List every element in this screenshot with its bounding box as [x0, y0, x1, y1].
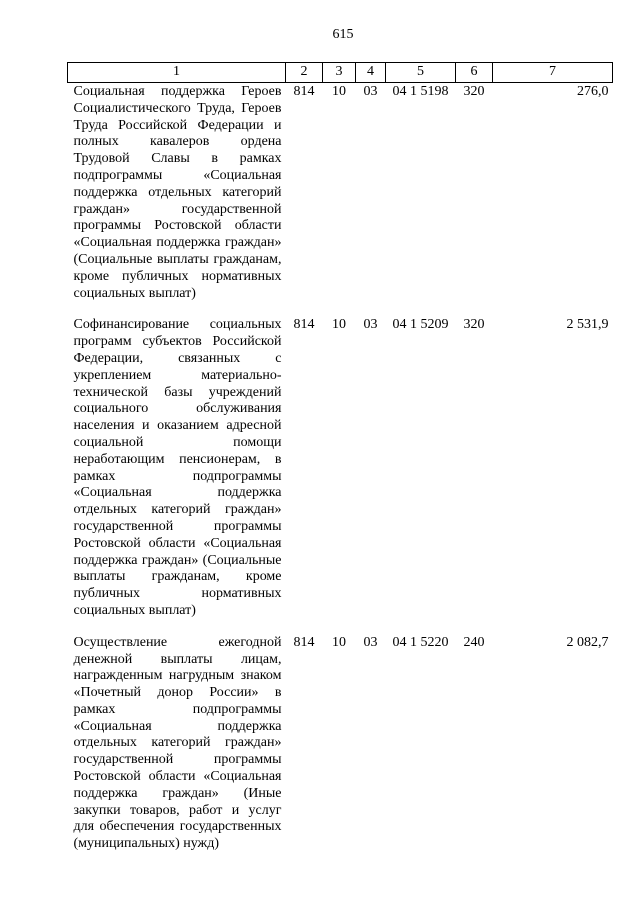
row-ministry-code: 814 — [293, 84, 315, 99]
row-target-code: 04 1 5220 — [392, 634, 449, 650]
row-target-code: 04 1 5198 — [392, 84, 449, 99]
row-ministry-code: 814 — [293, 317, 315, 333]
row-spacer — [68, 620, 613, 634]
table-row — [68, 634, 613, 853]
row-description: Софинансирование социальных программ субъектов Российской Федерации, связанных с укреплением материально-технической базы учреждений социального обслуживания населения и оказанием адресной социальной помощи неработающим пенсионерам, в рамках подпрограммы «Социальная поддержка отдельных категорий граждан» государственной программы Ростовской области «Социальная поддержка граждан» (Социальные выплаты гражданам, кроме публичных нормативных социальных выплат) — [73, 317, 282, 618]
header-col-2: 2 — [286, 63, 323, 83]
page-number: 615 — [332, 27, 354, 42]
row-subsection-code: 03 — [363, 84, 378, 99]
row-amount: 2 082,7 — [566, 634, 609, 650]
row-target-code: 04 1 5209 — [392, 317, 449, 333]
row-ministry-code: 814 — [293, 634, 315, 650]
table-row — [68, 316, 613, 619]
row-description: Осуществление ежегодной денежной выплаты лицам, награжденным нагрудным знаком «Почетный донор России» в рамках подпрограммы «Социальная поддержка отдельных категорий граждан» государственной программы Ростовской области «Социальная поддержка граждан» (Иные закупки товаров, работ и услуг для обеспечения государственных (муниципальных) нужд) — [73, 634, 282, 852]
row-subsection-code: 03 — [363, 634, 378, 650]
header-col-4: 4 — [356, 63, 386, 83]
header-row — [68, 63, 613, 83]
header-col-7: 7 — [493, 63, 613, 83]
row-spacer — [68, 302, 613, 316]
table-body — [68, 83, 613, 854]
header-col-3: 3 — [323, 63, 356, 83]
row-expense-type: 240 — [463, 634, 485, 650]
row-amount: 2 531,9 — [566, 317, 609, 333]
header-col-6: 6 — [456, 63, 493, 83]
table-header — [68, 63, 613, 83]
row-description: Социальная поддержка Героев Социалистического Труда, Героев Труда Российской Федерации и полных кавалеров ордена Трудовой Славы в рамках подпрограммы «Социальная поддержка отдельных категорий граждан» государственной программы Ростовской области «Социальная поддержка граждан» (Социальные выплаты гражданам, кроме публичных нормативных социальных выплат) — [73, 84, 282, 301]
budget-table — [67, 62, 613, 853]
row-expense-type: 320 — [463, 317, 485, 333]
header-col-1: 1 — [68, 63, 286, 83]
table-row — [68, 83, 613, 303]
row-section-code: 10 — [332, 634, 346, 650]
row-expense-type: 320 — [463, 84, 485, 99]
header-col-5: 5 — [386, 63, 456, 83]
row-subsection-code: 03 — [363, 317, 378, 333]
row-amount: 276,0 — [577, 84, 609, 99]
row-section-code: 10 — [332, 84, 346, 99]
row-section-code: 10 — [332, 317, 346, 333]
